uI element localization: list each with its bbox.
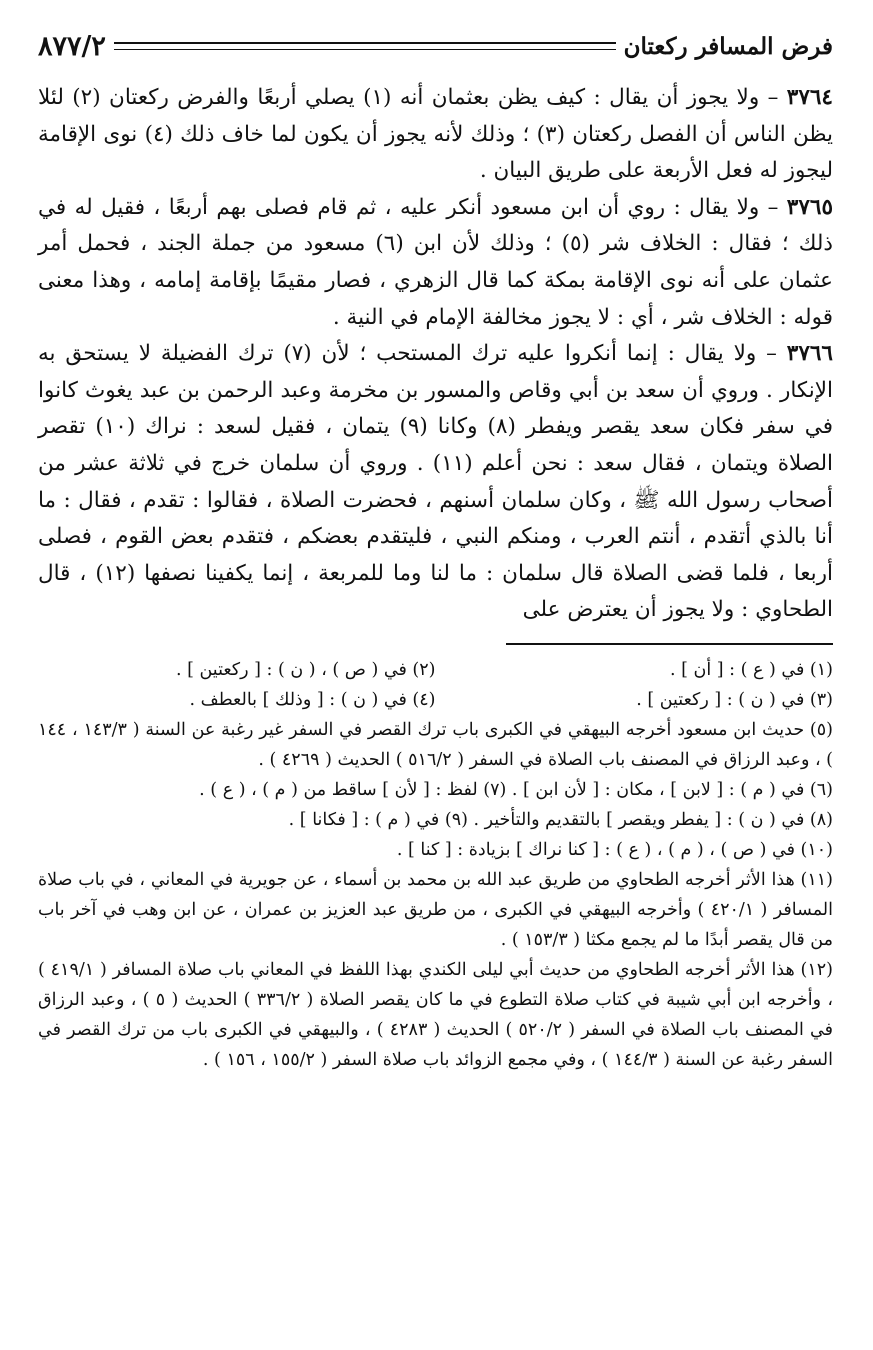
paragraph-3766 <box>38 336 833 629</box>
footnote-10: (١٠) في ( ص ) ، ( م ) ، ( ع ) : [ كنا نراك ] بزيادة : [ كنا ] . <box>396 839 833 860</box>
footnotes <box>38 655 833 1075</box>
paragraph-text: – ولا يقال : إنما أنكروا عليه ترك المستحب ؛ لأن (٧) ترك الفضيلة لا يستحق به الإنكار . وروي أن سعد بن أبي وقاص والمسور بن مخرمة وعبد الرحمن بن عبد يغوث كانوا في سفر فكان سعد يقصر ويفطر (٨) وكانا (٩) يتمان ، فقيل لسعد : نراك (١٠) تقصر الصلاة ويتمان ، فقال سعد : نحن أعلم (١١) . وروي أن سلمان خرج في ثلاثة عشر من أصحاب رسول الله ﷺ ، وكان سلمان أسنهم ، فحضرت الصلاة ، فقالوا : تقدم ، فقال : ما أنا بالذي أتقدم ، أنتم العرب ، ومنكم النبي ، فليتقدم بعضكم ، فتقدم بعض القوم ، فصلى أربعا ، فلما قضى الصلاة قال سلمان : ما لنا وما للمربعة ، إنما يكفينا نصفها (١٢) ، قال الطحاوي : ولا يجوز أن يعترض على <box>38 341 833 623</box>
paragraph-text: – ولا يقال : روي أن ابن مسعود أنكر عليه ، ثم قام فصلى بهم أربعًا ، فقيل له في ذلك ؛ فقال : الخلاف شر (٥) ؛ وذلك لأن ابن (٦) مسعود من جملة الجند ، فحمل أمر عثمان على أنه نوى الإقامة بمكة كما قال الزهري ، فصار مقيمًا بإقامة إمامه ، وهذا معنى قوله : الخلاف شر ، أي : لا يجوز مخالفة الإمام في النية . <box>38 194 833 330</box>
paragraph-number: ٣٧٦٥ <box>786 194 833 220</box>
main-text <box>38 80 833 629</box>
footnote-separator <box>506 643 833 645</box>
paragraph-3765 <box>38 190 833 336</box>
footnote-row <box>38 655 833 685</box>
paragraph-text: – ولا يجوز أن يقال : كيف يظن بعثمان أنه (١) يصلي أربعًا والفرض ركعتان (٢) لئلا يظن الناس أن الفصل ركعتان (٣) ؛ وذلك لأنه يجوز أن يكون لما خاف ذلك (٤) نوى الإقامة ليجوز له فعل الأربعة على طريق البيان . <box>38 85 833 184</box>
footnote-6-7: (٦) في ( م ) : [ لابن ] ، مكان : [ لأن ابن ] . (٧) لفظ : [ لأن ] ساقط من ( م ) ، ( ع ) . <box>199 779 833 800</box>
footnote-5: (٥) حديث ابن مسعود أخرجه البيهقي في الكبرى باب ترك القصر في السفر غير رغبة عن السنة ( ١٤٣/٣ ، ١٤٤ ) ، وعبد الرزاق في المصنف باب الصلاة في السفر ( ٥١٦/٢ ) الحديث ( ٤٢٦٩ ) . <box>38 719 833 770</box>
header-rule <box>114 42 616 50</box>
paragraph-number: ٣٧٦٦ <box>786 341 833 367</box>
footnote-3: (٣) في ( ن ) : [ ركعتين ] . <box>636 689 833 710</box>
running-header <box>38 26 833 66</box>
footnote-11: (١١) هذا الأثر أخرجه الطحاوي من طريق عبد الله بن محمد بن أسماء ، عن جويرية في المعاني ، في باب صلاة المسافر ( ٤٢٠/١ ) وأخرجه البيهقي في الكبرى ، من طريق عبد العزيز بن عمران ، عن ابن وهب في آخر باب من قال يقصر أبدًا ما لم يجمع مكثا ( ١٥٣/٣ ) . <box>38 869 834 950</box>
paragraph-number: ٣٧٦٤ <box>786 85 833 110</box>
footnote-1: (١) في ( ع ) : [ أن ] . <box>669 659 833 680</box>
footnote-12: (١٢) هذا الأثر أخرجه الطحاوي من حديث أبي ليلى الكندي بهذا اللفظ في المعاني باب صلاة المسافر ( ٤١٩/١ ) ، وأخرجه ابن أبي شيبة في كتاب صلاة التطوع في ما كان يقصر الصلاة ( ٣٣٦/٢ ) الحديث ( ٥ ) ، وعبد الرزاق في المصنف باب الصلاة في السفر ( ٥٢٠/٢ ) الحديث ( ٤٢٨٣ ) ، والبيهقي في الكبرى باب من ترك القصر في السفر رغبة عن السنة ( ١٤٤/٣ ) ، وفي مجمع الزوائد باب صلاة السفر ( ١٥٥/٢ ، ١٥٦ ) . <box>38 959 833 1070</box>
footnote-8-9: (٨) في ( ن ) : [ يفطر ويقصر ] بالتقديم والتأخير . (٩) في ( م ) : [ فكانا ] . <box>288 809 833 830</box>
page-number: ٨٧٧/٢ <box>38 30 106 62</box>
footnote-4: (٤) في ( ن ) : [ وذلك ] بالعطف . <box>189 689 436 710</box>
paragraph-3764 <box>38 80 833 190</box>
chapter-title: فرض المسافر ركعتان <box>623 32 833 60</box>
footnote-2: (٢) في ( ص ) ، ( ن ) : [ ركعتين ] . <box>175 659 436 680</box>
footnote-row <box>38 685 833 715</box>
